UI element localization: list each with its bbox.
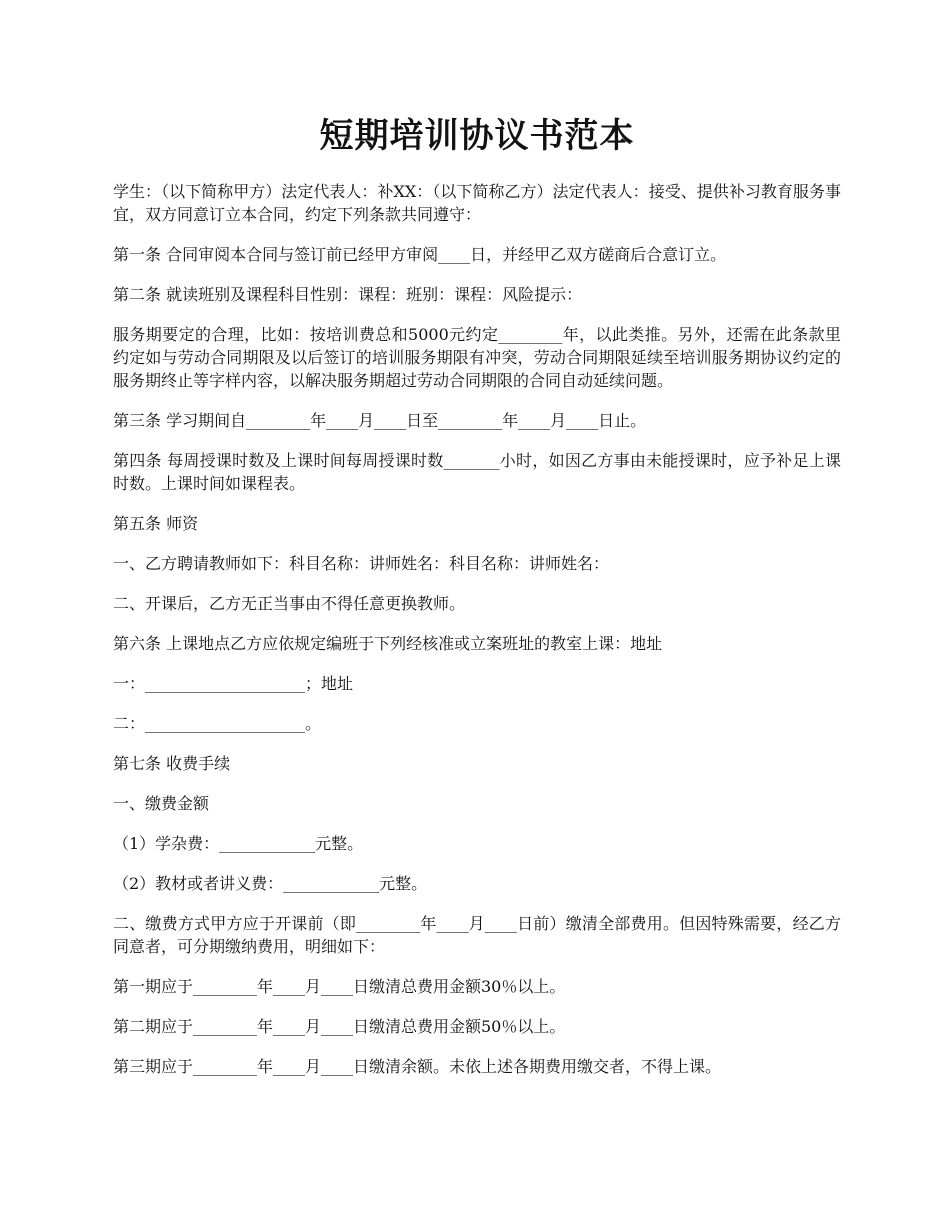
document-title: 短期培训协议书范本 bbox=[319, 116, 635, 156]
document-page bbox=[113, 0, 841, 1095]
article-4: 第四条 每周授课时数及上课时间每周授课时数_______小时，如因乙方事由未能授课时，应予补足上课时数。上课时间如课程表。 bbox=[113, 451, 841, 493]
article-1: 第一条 合同审阅本合同与签订前已经甲方审阅____日，并经甲乙双方磋商后合意订立。 bbox=[113, 245, 727, 264]
article-5-item-1: 一、乙方聘请教师如下：科目名称：讲师姓名：科目名称：讲师姓名： bbox=[113, 554, 610, 573]
article-5-item-2: 二、开课后，乙方无正当事由不得任意更换教师。 bbox=[113, 594, 466, 613]
article-3: 第三条 学习期间自________年____月____日至________年____月____日止。 bbox=[113, 411, 647, 430]
address-line-1: 一：____________________；地址 bbox=[113, 674, 354, 693]
fee-item-tuition: （1）学杂费：____________元整。 bbox=[113, 834, 364, 853]
article-5-heading: 第五条 师资 bbox=[113, 514, 199, 533]
article-2: 第二条 就读班别及课程科目性别：课程：班别：课程：风险提示： bbox=[113, 285, 583, 304]
installment-2: 第二期应于________年____月____日缴清总费用金额50％以上。 bbox=[113, 1017, 566, 1036]
fee-item-materials: （2）教材或者讲义费：____________元整。 bbox=[113, 874, 428, 893]
address-line-2: 二：____________________。 bbox=[113, 714, 322, 733]
installment-1: 第一期应于________年____月____日缴清总费用金额30％以上。 bbox=[113, 977, 566, 996]
installment-3: 第三期应于________年____月____日缴清余额。未依上述各期费用缴交者，不得上课。 bbox=[113, 1057, 722, 1076]
fee-amount-heading: 一、缴费金额 bbox=[113, 794, 210, 813]
risk-note-paragraph: 服务期要定的合理，比如：按培训费总和5000元约定________年，以此类推。另外，还需在此条款里约定如与劳动合同期限及以后签订的培训服务期限有冲突，劳动合同期限延续至培训服务期协议约定的服务期终止等字样内容，以解决服务期超过劳动合同期限的合同自动延续问题。 bbox=[113, 325, 841, 390]
document-body bbox=[113, 180, 841, 1078]
intro-paragraph: 学生：（以下简称甲方）法定代表人：补XX：（以下简称乙方）法定代表人：接受、提供补习教育服务事宜，双方同意订立本合同，约定下列条款共同遵守： bbox=[113, 182, 841, 224]
payment-method-paragraph: 二、缴费方式甲方应于开课前（即________年____月____日前）缴清全部费用。但因特殊需要，经乙方同意者，可分期缴纳费用，明细如下： bbox=[113, 914, 841, 956]
article-6: 第六条 上课地点乙方应依规定编班于下列经核准或立案班址的教室上课：地址 bbox=[113, 634, 663, 653]
article-7-heading: 第七条 收费手续 bbox=[113, 754, 231, 773]
